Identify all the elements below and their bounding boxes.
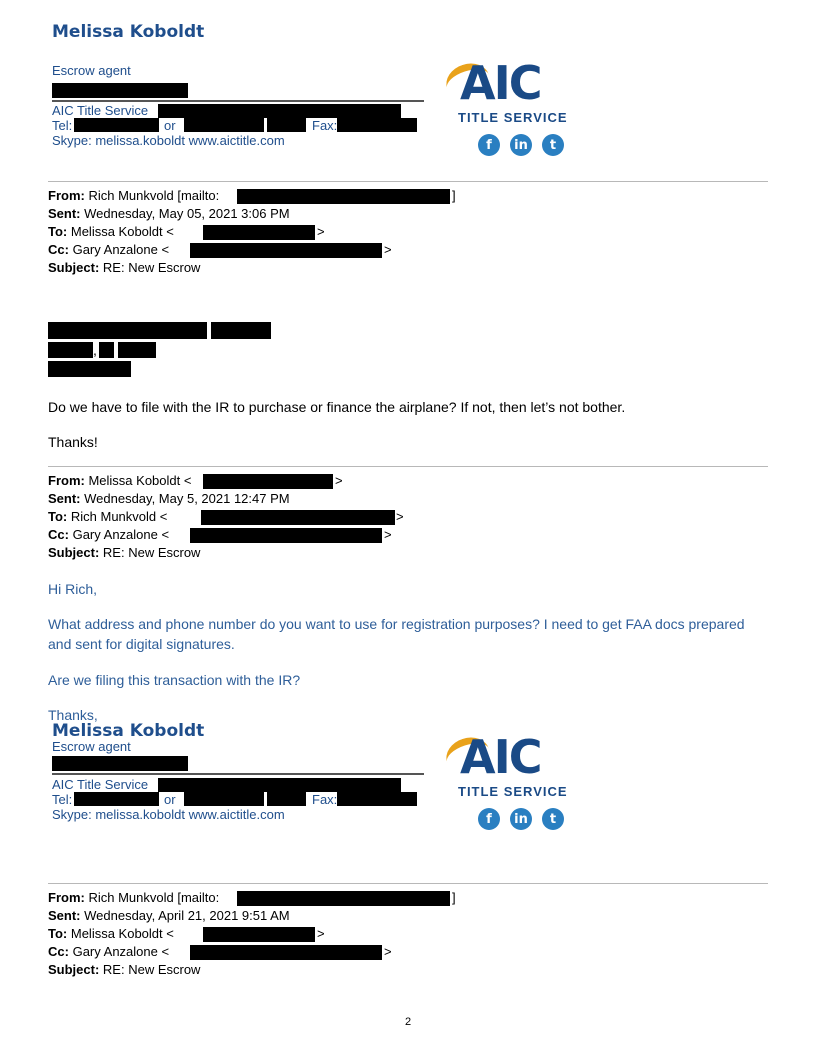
signature-divider [52,100,424,102]
redaction [190,945,382,960]
signature-or-label: or [164,118,176,133]
redaction [158,778,401,792]
sent-value: Wednesday, April 21, 2021 9:51 AM [84,908,290,923]
logo-text: AIC [460,730,541,784]
linkedin-icon[interactable]: in [510,808,532,830]
subject-label: Subject: [48,545,100,560]
from-value: Rich Munkvold [mailto: [88,890,220,905]
redaction [237,189,450,204]
logo-text: AIC [460,56,541,110]
redaction [48,342,93,358]
redaction [211,322,271,339]
sent-label: Sent: [48,491,81,506]
to-value: Rich Munkvold < [70,509,168,524]
signature-or-label: or [164,792,176,807]
redaction [190,528,382,543]
signature-name: Melissa Koboldt [52,721,205,741]
subject-label: Subject: [48,260,100,275]
email-greeting: Hi Rich, [48,581,98,597]
subject-value: RE: New Escrow [102,962,201,977]
signature-divider [52,773,424,775]
signature-company: AIC Title Service [52,103,149,118]
from-line [48,187,219,205]
address-separator: , [93,342,97,358]
signature-role: Escrow agent [52,63,131,78]
sent-line [48,490,290,508]
sent-label: Sent: [48,908,81,923]
redaction [74,792,159,806]
redaction [48,322,207,339]
subject-line [48,961,200,979]
subject-value: RE: New Escrow [102,260,201,275]
header-divider [48,466,768,467]
header-divider [48,883,768,884]
sent-label: Sent: [48,206,81,221]
subject-label: Subject: [48,962,100,977]
cc-label: Cc: [48,242,69,257]
redaction [52,83,188,98]
redaction [267,792,306,806]
redaction [267,118,306,132]
from-line [48,472,191,490]
email-paragraph: What address and phone number do you want to use for registration purposes? I need to get FAA docs prepared and sent for digital signatures. [48,616,745,652]
from-value: Rich Munkvold [mailto: [88,188,220,203]
cc-line [48,526,169,544]
redaction [158,104,401,118]
redaction [190,243,382,258]
from-line [48,889,219,907]
company-logo [446,732,616,842]
redaction [52,756,188,771]
linkedin-icon[interactable]: in [510,134,532,156]
signature-company: AIC Title Service [52,777,149,792]
to-suffix: > [317,224,325,239]
sent-value: Wednesday, May 05, 2021 3:06 PM [84,206,290,221]
from-suffix: > [335,473,343,488]
subject-line [48,544,200,562]
redaction [337,118,417,132]
to-suffix: > [396,509,404,524]
signature-skype: Skype: melissa.koboldt www.aictitle.com [52,133,285,148]
from-value: Melissa Koboldt < [88,473,192,488]
cc-line [48,943,169,961]
sent-line [48,907,290,925]
to-suffix: > [317,926,325,941]
from-suffix: ] [452,188,456,203]
redaction [48,361,131,377]
cc-suffix: > [384,242,392,257]
signature-skype: Skype: melissa.koboldt www.aictitle.com [52,807,285,822]
to-line [48,223,174,241]
redaction [99,342,114,358]
sent-value: Wednesday, May 5, 2021 12:47 PM [84,491,290,506]
twitter-icon[interactable]: t [542,808,564,830]
company-logo [446,58,616,168]
cc-line [48,241,169,259]
to-label: To: [48,224,68,239]
signature-fax-label: Fax: [312,118,338,133]
redaction [203,927,315,942]
to-line [48,925,174,943]
email-signoff: Thanks! [48,434,98,450]
redaction [201,510,395,525]
page-number: 2 [404,1016,412,1028]
subject-value: RE: New Escrow [102,545,201,560]
redaction [184,792,264,806]
to-value: Melissa Koboldt < [70,926,174,941]
cc-suffix: > [384,944,392,959]
cc-label: Cc: [48,527,69,542]
to-label: To: [48,926,68,941]
twitter-icon[interactable]: t [542,134,564,156]
facebook-icon[interactable]: f [478,808,500,830]
redaction [337,792,417,806]
logo-subtitle: TITLE SERVICE [458,784,568,799]
signature-tel-label: Tel: [52,792,73,807]
signature-role: Escrow agent [52,739,131,754]
subject-line [48,259,200,277]
sent-line [48,205,290,223]
from-label: From: [48,473,85,488]
to-line [48,508,167,526]
cc-suffix: > [384,527,392,542]
redaction [74,118,159,132]
signature-tel-label: Tel: [52,118,73,133]
from-label: From: [48,890,85,905]
redaction [203,225,315,240]
email-body: Do we have to file with the IR to purchase or finance the airplane? If not, then let’s not bother. [48,399,626,415]
redaction [184,118,264,132]
cc-value: Gary Anzalone < [72,944,170,959]
cc-label: Cc: [48,944,69,959]
redaction [118,342,156,358]
to-value: Melissa Koboldt < [70,224,174,239]
facebook-icon[interactable]: f [478,134,500,156]
cc-value: Gary Anzalone < [72,527,170,542]
cc-value: Gary Anzalone < [72,242,170,257]
signature-name: Melissa Koboldt [52,22,205,42]
email-paragraph: Are we filing this transaction with the IR? [48,672,301,688]
logo-subtitle: TITLE SERVICE [458,110,568,125]
email-signoff: Thanks, [48,707,98,723]
redaction [237,891,450,906]
from-suffix: ] [452,890,456,905]
to-label: To: [48,509,68,524]
from-label: From: [48,188,85,203]
redaction [203,474,333,489]
signature-fax-label: Fax: [312,792,338,807]
header-divider [48,181,768,182]
